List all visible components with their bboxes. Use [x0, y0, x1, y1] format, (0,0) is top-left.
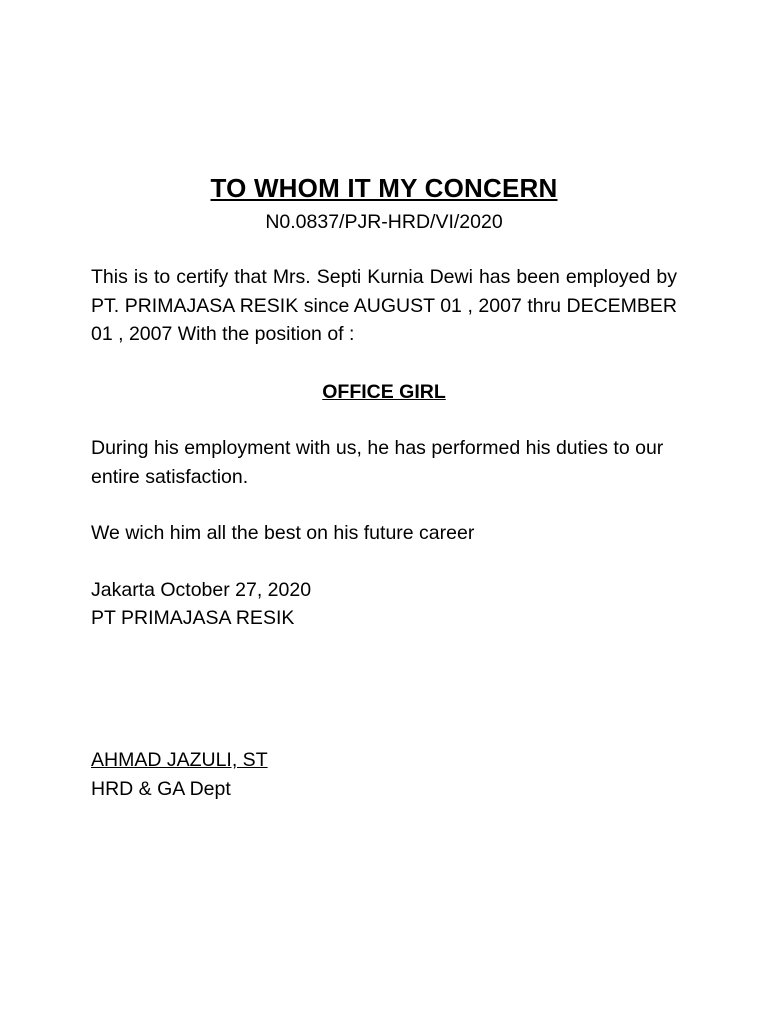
wish-paragraph: We wich him all the best on his future career	[91, 522, 475, 544]
certification-paragraph: This is to certify that Mrs. Septi Kurnia Dewi has been employed by PT. PRIMAJASA RESIK since AUGUST 01 , 2007 thru DECEMBER 01 , 2007 With the position of :	[91, 266, 677, 345]
position-title: OFFICE GIRL	[322, 381, 446, 403]
place-and-date: Jakarta October 27, 2020	[91, 579, 312, 601]
letter-title: TO WHOM IT MY CONCERN	[210, 173, 558, 203]
performance-paragraph: During his employment with us, he has performed his duties to our entire satisfaction.	[91, 437, 664, 488]
reference-number: N0.0837/PJR-HRD/VI/2020	[265, 211, 503, 233]
signatory-name: AHMAD JAZULI, ST	[91, 749, 268, 771]
signatory-department: HRD & GA Dept	[91, 778, 231, 800]
company-name: PT PRIMAJASA RESIK	[91, 607, 295, 629]
